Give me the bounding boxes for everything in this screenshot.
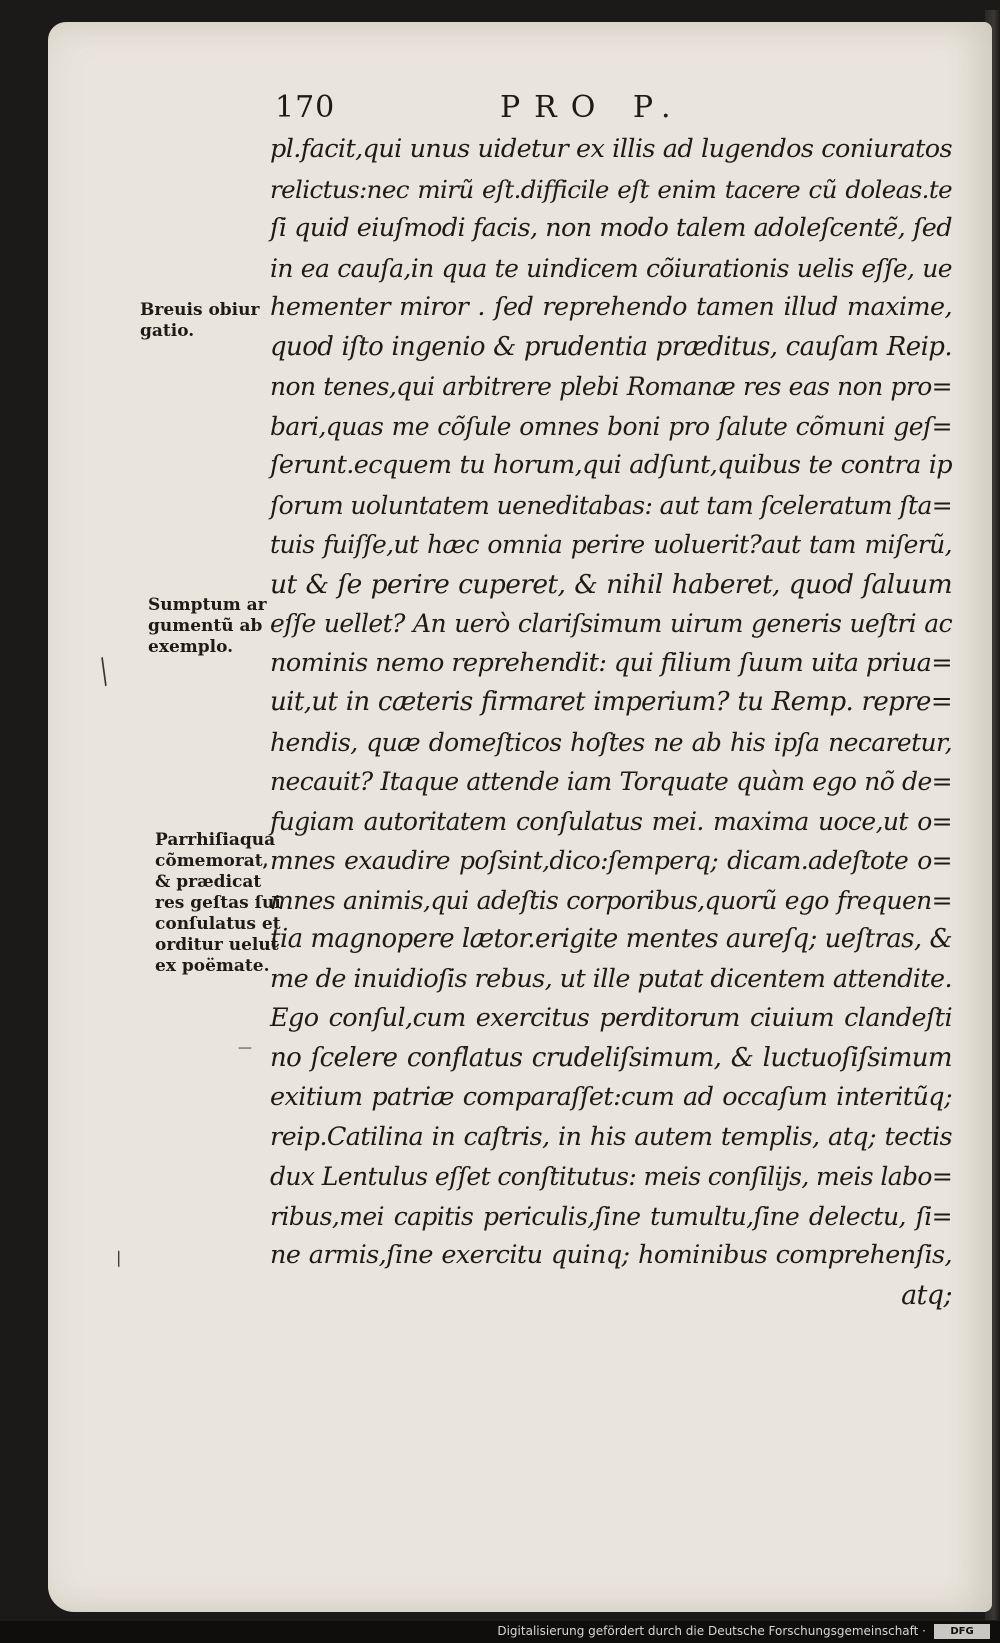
page-header [275,90,735,130]
text-line: bari,quas me cõſule omnes boni pro ſalute cõmuni geſ= [270,411,952,441]
margin-note-parrhesia [155,830,281,977]
margin-note-line: Parrhiſiaqua [155,830,276,850]
margin-note-line: Breuis obiur [140,300,260,320]
text-line: Ego conſul,cum exercitus perditorum ciuium clandeſti [270,1003,952,1033]
text-line: in ea cauſa,in qua te uindicem cõiurationis uelis eſſe, ue [270,253,952,283]
text-line: no ſcelere conflatus crudeliſsimum, & luctuoſiſsimum [270,1042,952,1073]
footer-bar [0,1621,1000,1643]
margin-note-line: ex poëmate. [155,956,270,976]
margin-note-line: gatio. [140,321,195,341]
text-line: ut & ſe perire cuperet, & nihil haberet, quod ſaluum [270,568,952,600]
text-line: hementer miror . ſed reprehendo tamen illud maxime, [270,292,952,322]
text-line: mnes animis,qui adeſtis corporibus,quorũ ego frequen= [270,885,952,915]
margin-note-argument [148,595,267,658]
text-line: quod iſto ingenio & prudentia præditus, cauſam Reip. [270,331,952,362]
text-line: tuis fuiſſe,ut hæc omnia perire uoluerit?aut tam miſerũ, [270,530,952,559]
text-line: necauit? Itaque attende iam Torquate quàm ego nõ de= [270,767,952,796]
text-line: non tenes,qui arbitrere plebi Romanæ res eas non pro= [270,372,952,401]
text-line: relictus:nec mirũ eſt.difficile eſt enim tacere cũ doleas.te [270,174,952,204]
text-line: eſſe uellet? An uerò clariſsimum uirum generis ueſtri ac [270,609,952,638]
text-line: nominis nemo reprehendit: qui filium ſuum uita priua= [270,647,952,678]
text-line: tia magnopere lætor.erigite mentes aureſq; ueſtras, & [270,924,952,954]
text-line: pl.facit,qui unus uidetur ex illis ad lugendos coniuratos [270,134,952,164]
margin-note-reproof [140,300,259,342]
text-line: fugiam autoritatem conſulatus mei. maxima uoce,ut o= [270,806,952,836]
text-line: ſorum uoluntatem ueneditabas: aut tam ſceleratum ſta= [270,490,953,520]
text-line: ribus,mei capitis periculis,ſine tumultu,ſine delectu, ſi= [270,1201,952,1231]
margin-note-line: orditur uelut [155,935,279,955]
margin-note-line: & prædicat [155,872,262,892]
margin-note-line: exemplo. [148,637,234,657]
main-text-block [270,130,952,1315]
ink-mark: ❘ [112,1248,126,1267]
text-line: me de inuidioſis rebus, ut ille putat dicentem attendite. [270,963,952,994]
dfg-logo: DFG [934,1624,990,1639]
margin-note-line: res geſtas ſui [155,893,281,913]
margin-note-line: gumentũ ab [148,616,263,636]
text-line: uit,ut in cæteris firmaret imperium? tu Remp. repre= [270,687,952,717]
running-head: PRO P. [500,90,685,125]
catchword: atq; [901,1279,952,1311]
margin-note-line: Sumptum ar [148,595,267,615]
text-line: ſi quid eiuſmodi facis, non modo talem adoleſcentẽ, ſed [270,213,952,243]
ink-mark: — [238,1040,252,1056]
text-line: reip.Catilina in caſtris, in his autem templis, atq; tectis [270,1121,952,1152]
text-line: ſerunt.ecquem tu horum,qui adſunt,quibus te contra ip [270,450,952,480]
ink-mark: ╱ [92,658,118,687]
text-line: mnes exaudire poſsint,dico:ſemperq; dicam.adeſtote o= [270,846,952,875]
funding-credit: Digitalisierung gefördert durch die Deutsche Forschungsgemeinschaft · [497,1624,926,1638]
margin-note-line: cõmemorat, [155,851,269,871]
text-line: dux Lentulus eſſet conſtitutus: meis conſilijs, meis labo= [270,1162,953,1191]
text-line: hendis, quæ domeſticos hoſtes ne ab his ipſa necaretur, [270,727,952,757]
page-number: 170 [275,90,336,125]
text-line: exitium patriæ comparaſſet:cum ad occaſum interitũq; [270,1082,952,1112]
text-line: ne armis,ſine exercitu quinq; hominibus comprehenſis, [270,1240,952,1270]
margin-note-line: conſulatus et [155,914,281,934]
